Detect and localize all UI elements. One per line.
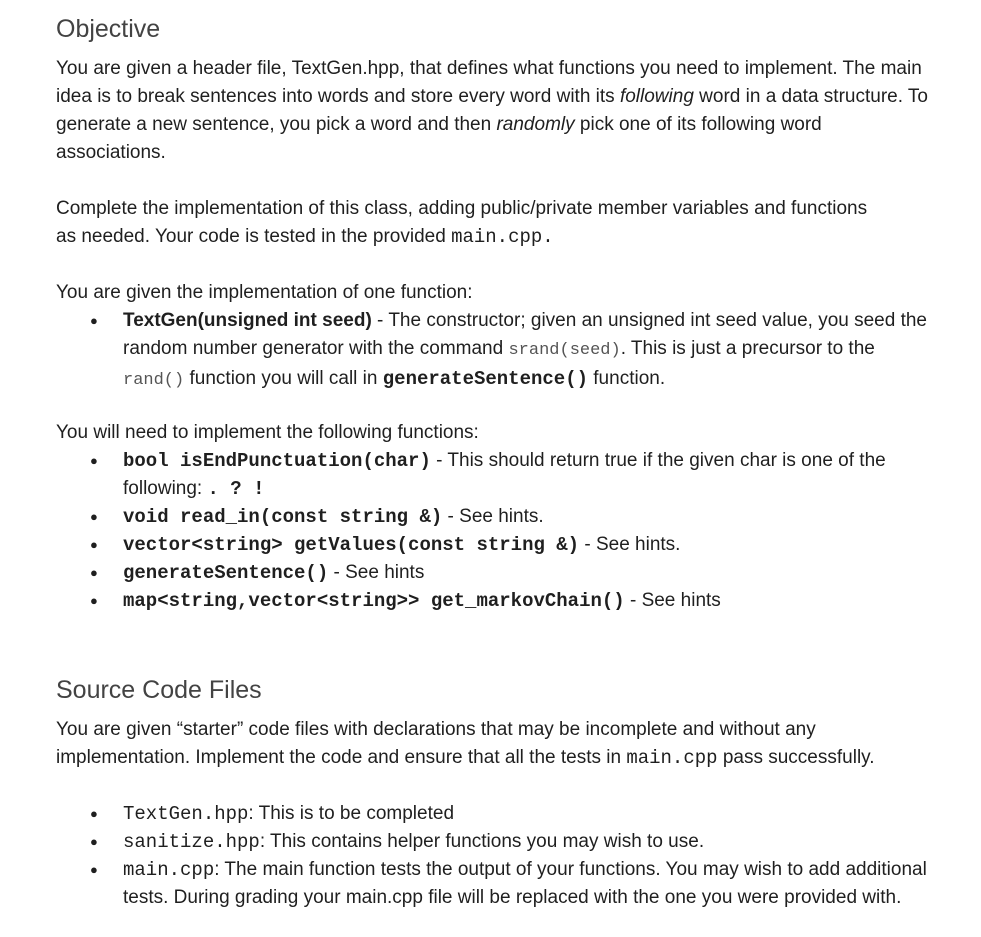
list-item bbox=[56, 447, 936, 503]
function-description: - This should return true if the given char is one of the following: bbox=[123, 450, 886, 499]
complete-paragraph bbox=[56, 195, 876, 251]
list-item bbox=[56, 503, 936, 531]
implement-intro: You will need to implement the following functions: bbox=[56, 422, 479, 443]
source-intro-paragraph bbox=[56, 716, 896, 772]
item-text: - The constructor; given an unsigned int seed value, you seed the random number generator with the command bbox=[123, 310, 928, 359]
function-signature: vector<string> getValues(const string &) bbox=[123, 534, 580, 556]
function-description: - See hints. bbox=[579, 534, 681, 555]
punctuation-chars: . ? ! bbox=[207, 478, 265, 500]
function-signature: generateSentence() bbox=[123, 562, 329, 584]
list-item bbox=[56, 800, 936, 828]
list-item bbox=[56, 531, 936, 559]
file-name: main.cpp bbox=[123, 859, 215, 881]
file-name: sanitize.hpp bbox=[123, 831, 260, 853]
source-text: pass successfully. bbox=[717, 747, 875, 768]
file-description: : The main function tests the output of your functions. You may wish to add additional tests. During grading your main.cpp file will be replaced with the one you were provided with. bbox=[123, 859, 927, 908]
objective-intro-paragraph bbox=[56, 55, 936, 167]
given-function-list bbox=[56, 307, 936, 395]
intro-text: word in a data structure. To generate a new sentence, you pick a word and then bbox=[56, 86, 928, 135]
intro-text: You are given a header file, TextGen.hpp, that defines what functions you need to implement. The main idea is to break sentences into words and store every word with its bbox=[56, 58, 922, 107]
function-description: - See hints. bbox=[442, 506, 544, 527]
item-text: . This is just a precursor to the bbox=[620, 338, 875, 359]
main-cpp-code: main.cpp bbox=[626, 747, 718, 769]
source-file-list bbox=[56, 800, 936, 912]
list-item bbox=[56, 856, 936, 912]
intro-emphasis-following: following bbox=[619, 86, 694, 107]
function-description: - See hints bbox=[624, 590, 721, 611]
function-signature: map<string,vector<string>> get_markovChain() bbox=[123, 590, 625, 612]
source-heading: Source Code Files bbox=[56, 676, 262, 704]
list-item bbox=[56, 587, 936, 615]
file-name: TextGen.hpp bbox=[123, 803, 249, 825]
list-item bbox=[56, 828, 936, 856]
item-text: function you will call in bbox=[184, 368, 383, 389]
generate-sentence-code: generateSentence() bbox=[382, 368, 588, 390]
list-item bbox=[56, 307, 936, 395]
list-item bbox=[56, 559, 936, 587]
file-description: : This is to be completed bbox=[248, 803, 455, 824]
function-signature: void read_in(const string &) bbox=[123, 506, 443, 528]
function-description: - See hints bbox=[328, 562, 425, 583]
given-intro: You are given the implementation of one function: bbox=[56, 282, 473, 303]
source-text: You are given “starter” code files with declarations that may be incomplete and without any implementation. Implement the code and ensure that all the tests in bbox=[56, 719, 816, 768]
srand-code: srand(seed) bbox=[508, 341, 621, 360]
item-text: function. bbox=[588, 368, 666, 389]
complete-text: Complete the implementation of this class, adding public/private member variables and functions as needed. Your code is tested in the provided bbox=[56, 198, 868, 247]
rand-code: rand() bbox=[123, 371, 185, 390]
objective-heading: Objective bbox=[56, 15, 161, 43]
constructor-name: TextGen(unsigned int seed) bbox=[123, 310, 372, 331]
main-cpp-code: main.cpp. bbox=[451, 226, 554, 248]
implement-function-list bbox=[56, 447, 936, 615]
file-description: : This contains helper functions you may wish to use. bbox=[259, 831, 705, 852]
intro-text: pick one of its following word associations. bbox=[56, 114, 822, 163]
function-signature: bool isEndPunctuation(char) bbox=[123, 450, 431, 472]
intro-emphasis-randomly: randomly bbox=[496, 114, 575, 135]
